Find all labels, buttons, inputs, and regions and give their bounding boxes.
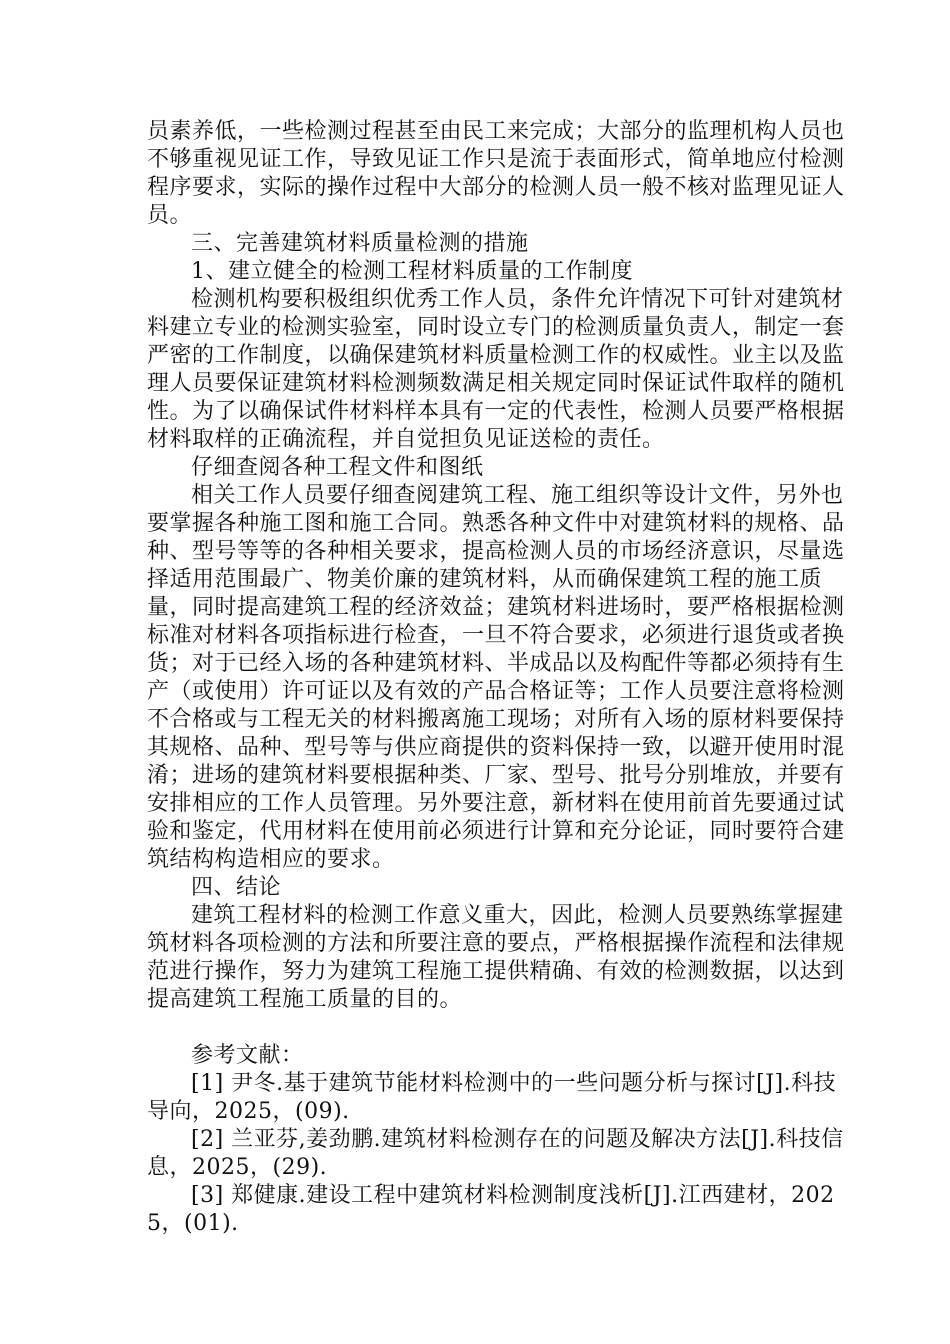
document-body [147, 118, 847, 1238]
paragraph-testing-institution: 检测机构要积极组织优秀工作人员，条件允许情况下可针对建筑材料建立专业的检测实验室，同时设立专门的检测质量负责人，制定一套严密的工作制度，以确保建筑材料质量检测工作的权威性。业主以及监理人员要保证建筑材料检测频数满足相关规定同时保证试件取样的随机性。为了以确保试件材料样本具有一定的代表性，检测人员要严格根据材料取样的正确流程，并自觉担负见证送检的责任。 [147, 287, 845, 452]
subsection-heading-documents: 仔细查阅各种工程文件和图纸 [191, 455, 484, 480]
section-heading-measures: 三、完善建筑材料质量检测的措施 [191, 231, 529, 256]
references-heading: 参考文献： [191, 1043, 304, 1068]
references-section [147, 1042, 847, 1238]
reference-item-1: [1] 尹冬.基于建筑节能材料检测中的一些问题分析与探讨[J].科技导向，2025，(09). [147, 1071, 837, 1124]
spacer [147, 1014, 847, 1042]
paragraph-continuation: 员素养低，一些检测过程甚至由民工来完成；大部分的监理机构人员也不够重视见证工作，导致见证工作只是流于表面形式，简单地应付检测程序要求，实际的操作过程中大部分的检测人员一般不核对监理见证人员。 [147, 119, 845, 228]
section-heading-conclusion: 四、结论 [191, 875, 282, 900]
reference-item-2: [2] 兰亚芬,姜劲鹏.建筑材料检测存在的问题及解决方法[J].科技信息，2025，(29). [147, 1127, 844, 1180]
subsection-heading-system: 1、建立健全的检测工程材料质量的工作制度 [191, 259, 633, 284]
paragraph-documents-review: 相关工作人员要仔细查阅建筑工程、施工组织等设计文件，另外也要掌握各种施工图和施工合同。熟悉各种文件中对建筑材料的规格、品种、型号等等的各种相关要求，提高检测人员的市场经济意识，尽量选择适用范围最广、物美价廉的建筑材料，从而确保建筑工程的施工质量，同时提高建筑工程的经济效益；建筑材料进场时，要严格根据检测标准对材料各项指标进行检查，一旦不符合要求，必须进行退货或者换货；对于已经入场的各种建筑材料、半成品以及构配件等都必须持有生产（或使用）许可证以及有效的产品合格证等；工作人员要注意将检测不合格或与工程无关的材料搬离施工现场；对所有入场的原材料要保持其规格、品种、型号等与供应商提供的资料保持一致，以避开使用时混淆；进场的建筑材料要根据种类、厂家、型号、批号分别堆放，并要有安排相应的工作人员管理。另外要注意，新材料在使用前首先要通过试验和鉴定，代用材料在使用前必须进行计算和充分论证，同时要符合建筑结构构造相应的要求。 [147, 483, 845, 872]
reference-item-3: [3] 郑健康.建设工程中建筑材料检测制度浅析[J].江西建材，2025，(01). [147, 1183, 835, 1236]
paragraph-conclusion: 建筑工程材料的检测工作意义重大，因此，检测人员要熟练掌握建筑材料各项检测的方法和所要注意的要点，严格根据操作流程和法律规范进行操作，努力为建筑工程施工提供精确、有效的检测数据，以达到提高建筑工程施工质量的目的。 [147, 903, 845, 1012]
